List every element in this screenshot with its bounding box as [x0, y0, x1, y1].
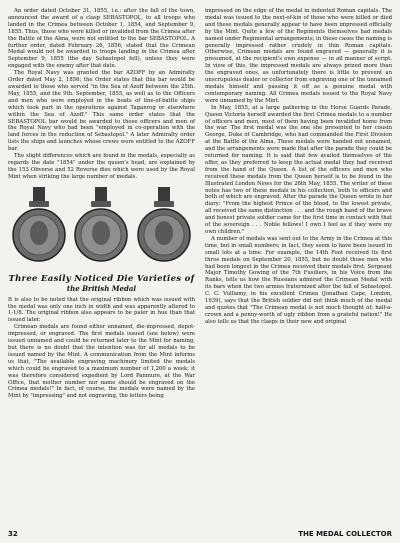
paragraph: The Royal Navy was granted the bar AZOFF by an Admiralty Order dated May 2, 1856; the Order states that this bar would be awarded to those who served "in the Sea of Azoff between the 25th. May, 1855, and the 9th. September, 1855, as well as to the Officers and men who were employed in the boats of line-of-battle ships which took part in the operations against Taganrog or elsewhere within the Sea of Azoff." This same order states that the SEBASTOPOL bar would be awarded to those officers and men of the Royal Navy who had been "employed in co-operation with the land forces in the reduction of Sebastopol." A later Admiralty order lists the ships and launches whose crews were entitled to the AZOFF bar. [8, 70, 195, 153]
caption-line-2: the British Medal [66, 283, 137, 293]
paragraph: Crimean medals are found either unnamed, die-impressed, depot-impressed, or engraved. The first medals issued (see below) were issued unnamed and could be returned later to the Mint for naming, but there is no doubt that the intention was for all medals to be issued named by the Mint. A communication from the Mint informs us that, "The available engraving machinery limited the medals which could be engraved to a maximum number of 1,200 a week; it was therefore considered expedient by Lord Panmure, at the War Office, that neither number nor name should be engraved on the Crimea medals!" In fact, of course, the medals were named by the Mint by "impressing" and not engraving, the letters being [8, 324, 195, 400]
paragraph: impressed on the edge of the medal in indented Roman capitals. The medal was issued to the next-of-kin of those who were killed or died and these medals generally appear to have been impressed officially by the Mint. Quite a few of the Regiments themselves had medals named under Regimental arrangements; in these cases the naming is generally impressed rather crudely in thin Roman capitals. Otherwise, Crimean medals are found engraved — generally it is presumed, at the recipient's own expense — in all manner of script. In view of this, the impressed medals are always prized more than the engraved ones, as unfortunately there is little to prevent an unscrupulous dealer or collector from engraving one of the unnamed medals himself and passing it off as a genuine medal with contemporary naming. All Crimea medals issued to the Royal Navy were unnamed by the Mint. [205, 8, 392, 104]
medal-variety-3-image [136, 187, 192, 267]
paragraph: It is also to be noted that the original ribbon which was issued with the medal was only one inch in width and was apparently altered to 1-1/8. The original ribbon also appears to be paler in hue than that issued later. [8, 296, 195, 324]
caption-line-1: Three Easily Noticed Die Varieties of [8, 273, 195, 284]
two-column-body [8, 8, 392, 528]
paragraph: The slight differences which are found in the medals, especially as regards the date "1854" under the queen's head, are explained by the 153 Obverse and 52 Reverse dies which were used by the Royal Mint when striking the large number of medals. [8, 153, 195, 180]
page-number: 32 [8, 530, 18, 538]
publication-name: THE MEDAL COLLECTOR [298, 530, 392, 538]
paragraph: A number of medals was sent out to the Army in the Crimea at this time, but in small numbers; in fact, they seem to have been issued in small lots at a time. For example, the 14th Foot received its first three medals on September 20, 1855, but no doubt those men who had been longest in the Crimea received their medals first. Sergeant Major Timothy Gowing of the 7th Fusiliers, in his Voice from the Ranks, tells us how the Russians admired the Crimean Medal with its bars when the two armies fraternized after the fall of Sebastopol. C. C. Vulliamy, in his excellent Crimea (Jonathan Cape, London, 1939), says that the British soldier did not think much of the medal and quotes that "The Crimean medal is not much thought of; half-a-crown and a penny-worth of ugly ribbon from a grateful nation!" He also tells us that the clasps in their new and original [205, 235, 392, 325]
right-column [205, 8, 392, 528]
figure-caption [8, 275, 195, 293]
medal-variety-2-image [73, 187, 129, 267]
paragraph: An order dated October 31, 1855, i.e.: after the fall of the town, announced the award of a clasp SEBASTOPOL, to all troops who landed in the Crimea between October 1, 1854, and September 9, 1855. Thus, those who were killed or invalided from the Crimea after the Battle of the Alma, were not entitled to the bar SEBASTOPOL. A further order, dated February 26, 1856, stated that the Crimean Medal would not be awarded to troops landing in the Crimea after September 9, 1855 (the day Sebastopol fell), unless they were engaged with the enemy after that date. [8, 8, 195, 70]
paragraph: In May, 1855, at a large gathering in the Horse Guards Parade, Queen Victoria herself awarded the first Crimea medals to a number of officers and men, most of them having been invalided home from the war. The first medal was the one she presented to her cousin George, Duke of Cambridge, who had commanded the First Division at the Battle of the Alma. These medals were handed out unnamed, and the arrangements were made that after the parade they could be returned for naming. It is said that few availed themselves of the offer, as they preferred to keep the actual medal they had received from the hand of the Queen. A list of the officers and men who received these medals from the Queen herself is to be found in the Illustrated London News for the 26th May, 1855. The writer of these notes has two of these medals in his collection, both to officers and both of which are engraved. After the parade the Queen wrote in her diary: "From the highest Prince of the blood, to the lowest private, all received the same distinction . . . and the rough hand of the brave and honest private soldier came for the first time in contact with that of the sovereign . . . Noble fellows! I own I feel as if they were my own children." [205, 104, 392, 235]
page-footer [8, 526, 392, 538]
left-column [8, 8, 195, 528]
medal-variety-1-image [11, 187, 67, 267]
medal-die-varieties-figure [8, 185, 195, 269]
